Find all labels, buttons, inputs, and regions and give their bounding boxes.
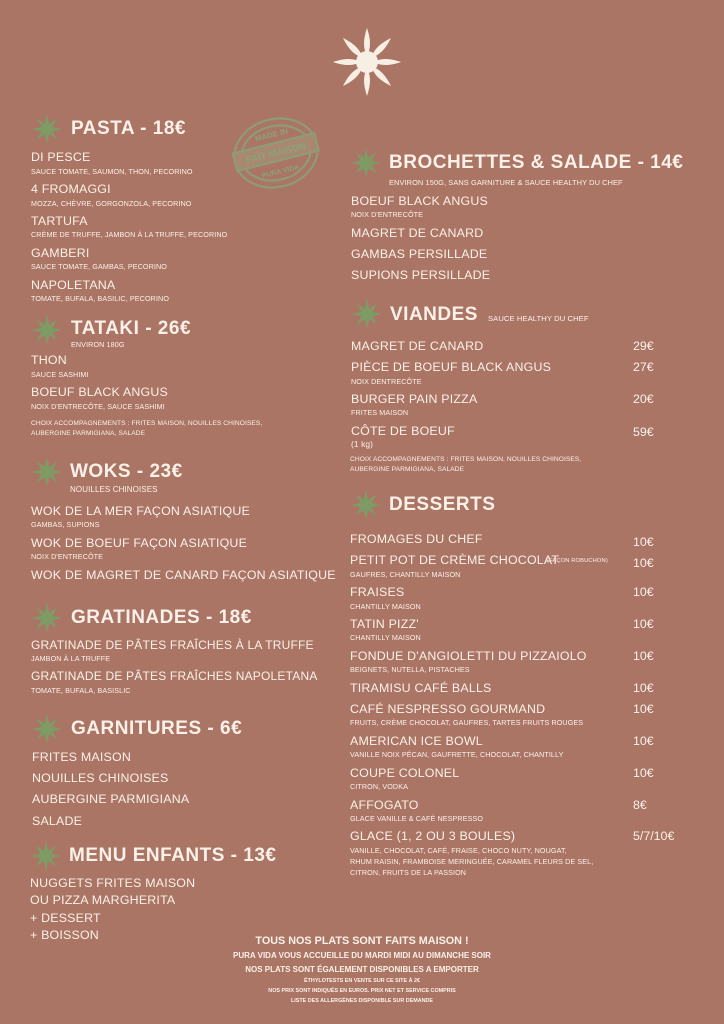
menu-item-note: (FAÇON ROBUCHON) [547, 558, 608, 564]
menu-item-name: GAMBAS PERSILLADE [351, 247, 488, 261]
stamp-top-text: MADE IN [254, 126, 290, 144]
footer-prices: NOS PRIX SONT INDIQUÉS EN EUROS. PRIX NET ET SERVICE COMPRIS [268, 988, 456, 994]
footer-takeaway: NOS PLATS SONT ÉGALEMENT DISPONIBLES A EMPORTER [245, 965, 479, 974]
menu-item-desc: TOMATE, BUFALA, BASILIC, PECORINO [31, 294, 170, 303]
menu-item-name: MAGRET DE CANARD [351, 226, 484, 240]
viandes-subtitle: SAUCE HEALTHY DU CHEF [488, 314, 589, 323]
star-icon [32, 114, 62, 144]
star-icon [352, 299, 382, 329]
menu-item-desc: CRÈME DE TRUFFE, JAMBON À LA TRUFFE, PECORINO [31, 230, 228, 239]
tataki-note: CHOIX ACCOMPAGNEMENTS : FRITES MAISON, NOUILLES CHINOISES, [31, 420, 263, 427]
menu-item-name: GLACE (1, 2 OU 3 BOULES) [350, 829, 516, 843]
menu-item-desc: NOIX D'ENTRECÔTE [351, 210, 424, 219]
menu-item-name: THON [31, 353, 67, 367]
menu-item-desc: SAUCE TOMATE, GAMBAS, PECORINO [31, 262, 167, 271]
menu-item-price: 10€ [633, 585, 654, 599]
star-icon [32, 457, 62, 487]
menu-item-name: TATIN PIZZ' [350, 617, 419, 631]
menu-item-price: 5/7/10€ [633, 829, 675, 843]
menu-item-name: BOEUF BLACK ANGUS [351, 194, 488, 208]
stamp-middle-text: FAIT MAISON [245, 140, 308, 167]
menu-item-name: NOUILLES CHINOISES [32, 771, 169, 785]
menu-item-name: 4 FROMAGGI [31, 182, 111, 196]
menu-item-name: DI PESCE [31, 150, 91, 164]
menu-item-desc: CITRON, VODKA [350, 782, 409, 791]
menu-item-name: WOK DE MAGRET DE CANARD FAÇON ASIATIQUE [31, 568, 336, 582]
menu-item-name: OU PIZZA MARGHERITA [30, 893, 176, 907]
tataki-title: TATAKI - 26€ [71, 318, 192, 339]
desserts-title: DESSERTS [389, 494, 496, 515]
menu-item-price: 10€ [633, 617, 654, 631]
menu-item-name: MAGRET DE CANARD [351, 339, 484, 353]
footer-allergens: LISTE DES ALLERGÈNES DISPONIBLE SUR DEMANDE [290, 998, 434, 1004]
menu-item-name: PETIT POT DE CRÈME CHOCOLAT [350, 553, 560, 567]
menu-item-name: WOK DE LA MER FAÇON ASIATIQUE [31, 504, 251, 518]
menu-item-name: SALADE [32, 814, 83, 828]
menu-item-name: FRAISES [350, 585, 405, 599]
menu-item-name: GAMBERI [31, 246, 90, 260]
footer-hours: PURA VIDA VOUS ACCUEILLE DU MARDI MIDI AU DIMANCHE SOIR [233, 951, 491, 960]
menu-item-price: 10€ [633, 535, 654, 549]
menu-item-price: 10€ [633, 702, 654, 716]
viandes-note: AUBERGINE PARMIGIANA, SALADE [350, 466, 465, 473]
menu-item-price: 59€ [633, 425, 654, 439]
star-icon [351, 148, 381, 178]
menu-item-desc: SAUCE SASHIMI [31, 370, 89, 379]
menu-item-desc: CHANTILLY MAISON [350, 633, 421, 642]
menu-item-price: 10€ [633, 556, 654, 570]
gratinades-title: GRATINADES - 18€ [71, 607, 252, 628]
woks-title: WOKS - 23€ [70, 461, 183, 482]
menu-item-name: PIÈCE DE BOEUF BLACK ANGUS [351, 360, 552, 374]
menu-item-desc: FRITES MAISON [351, 408, 409, 417]
star-icon [32, 315, 62, 345]
menu-item-desc: GLACE VANILLE & CAFÉ NESPRESSO [350, 814, 484, 823]
tataki-note: AUBERGINE PARMIGIANA, SALADE [31, 430, 146, 437]
menu-item-desc: MOZZA, CHÈVRE, GORGONZOLA, PECORINO [31, 199, 192, 208]
menu-item-desc: CHANTILLY MAISON [350, 602, 421, 611]
menu-item-name: AUBERGINE PARMIGIANA [32, 792, 190, 806]
menu-item-name: BURGER PAIN PIZZA [351, 392, 478, 406]
menu-item-price: 8€ [633, 798, 647, 812]
menu-item-name: TARTUFA [31, 214, 88, 228]
menu-item-name: CAFÉ NESPRESSO GOURMAND [350, 702, 546, 716]
menu-item-name: TIRAMISU CAFÉ BALLS [350, 681, 492, 695]
menu-item-desc: JAMBON À LA TRUFFE [31, 654, 111, 663]
menu-item-desc: GAUFRES, CHANTILLY MAISON [350, 570, 461, 579]
menu-item-desc: GAMBAS, SUPIONS [31, 520, 100, 529]
menu-item-name: NAPOLETANA [31, 278, 116, 292]
footer-breathalyzer: ÉTHYLOTESTS EN VENTE SUR CE SITE À 2€ [304, 978, 420, 984]
menu-item-name: BOEUF BLACK ANGUS [31, 385, 168, 399]
menu-item-name: AMERICAN ICE BOWL [350, 734, 483, 748]
menu-item-desc: VANILLE, CHOCOLAT, CAFÉ, FRAISE, CHOCO NUTY, NOUGAT, [350, 846, 567, 855]
menu-item-price: 10€ [633, 734, 654, 748]
viandes-note: CHOIX ACCOMPAGNEMENTS : FRITES MAISON, NOUILLES CHINOISES, [350, 456, 582, 463]
menu-item-price: 20€ [633, 392, 654, 406]
menu-item-desc: FRUITS, CRÈME CHOCOLAT, GAUFRES, TARTES FRUITS ROUGES [350, 718, 584, 727]
menu-item-desc: NOIX D'ENTRECÔTE [31, 552, 104, 561]
menu-item-desc: SAUCE TOMATE, SAUMON, THON, PECORINO [31, 167, 193, 176]
enfants-title: MENU ENFANTS - 13€ [69, 845, 277, 866]
garnitures-title: GARNITURES - 6€ [71, 718, 243, 739]
woks-subtitle: NOUILLES CHINOISES [70, 485, 158, 494]
menu-item-desc: BEIGNETS, NUTELLA, PISTACHES [350, 665, 470, 674]
star-icon [32, 603, 62, 633]
menu-item-price: 29€ [633, 339, 654, 353]
menu-item-desc: NOIX DENTRECÔTE [351, 377, 422, 386]
menu-item-name: SUPIONS PERSILLADE [351, 268, 491, 282]
menu-item-desc: (1 kg) [351, 439, 374, 449]
menu-item-name: + BOISSON [30, 928, 99, 942]
menu-item-desc: TOMATE, BUFALA, BASISLIC [31, 686, 131, 695]
menu-item-desc: RHUM RAISIN, FRAMBOISE MERINGUÉE, CARAMEL FLEURS DE SEL, [350, 857, 594, 866]
menu-item-price: 10€ [633, 649, 654, 663]
viandes-title: VIANDES [390, 304, 478, 325]
tataki-subtitle: ENVIRON 180G [71, 340, 125, 349]
menu-item-name: COUPE COLONEL [350, 766, 460, 780]
menu-item-price: 27€ [633, 360, 654, 374]
footer-homemade: TOUS NOS PLATS SONT FAITS MAISON ! [255, 935, 469, 947]
menu-item-desc: NOIX D'ENTRECÔTE, SAUCE SASHIMI [31, 402, 165, 411]
star-icon [32, 714, 62, 744]
pasta-title: PASTA - 18€ [71, 118, 186, 139]
menu-item-name: NUGGETS FRITES MAISON [30, 876, 196, 890]
menu-item-name: + DESSERT [30, 911, 101, 925]
menu-item-name: WOK DE BOEUF FAÇON ASIATIQUE [31, 536, 248, 550]
star-icon [31, 841, 61, 871]
menu-item-desc: VANILLE NOIX PÉCAN, GAUFRETTE, CHOCOLAT, CHANTILLY [350, 750, 564, 759]
menu-item-name: GRATINADE DE PÂTES FRAÎCHES À LA TRUFFE [31, 638, 314, 652]
menu-item-name: AFFOGATO [350, 798, 419, 812]
menu-item-desc: CITRON, FRUITS DE LA PASSION [350, 868, 467, 877]
menu-item-price: 10€ [633, 766, 654, 780]
menu-item-name: FONDUE D'ANGIOLETTI DU PIZZAIOLO [350, 649, 587, 663]
sun-star-icon [331, 26, 403, 98]
brochettes-title: BROCHETTES & SALADE - 14€ [389, 152, 684, 173]
menu-item-name: GRATINADE DE PÂTES FRAÎCHES NAPOLETANA [31, 669, 318, 683]
menu-item-price: 10€ [633, 681, 654, 695]
star-icon [351, 490, 381, 520]
brochettes-subtitle: ENVIRON 150G, SANS GARNITURE & SAUCE HEALTHY DU CHEF [389, 178, 623, 187]
menu-item-name: FRITES MAISON [32, 750, 131, 764]
stamp-bottom-text: PURA VIDA [261, 163, 301, 180]
made-in-stamp [228, 112, 324, 194]
menu-item-name: FROMAGES DU CHEF [350, 532, 483, 546]
menu-item-name: CÔTE DE BOEUF [351, 424, 455, 438]
